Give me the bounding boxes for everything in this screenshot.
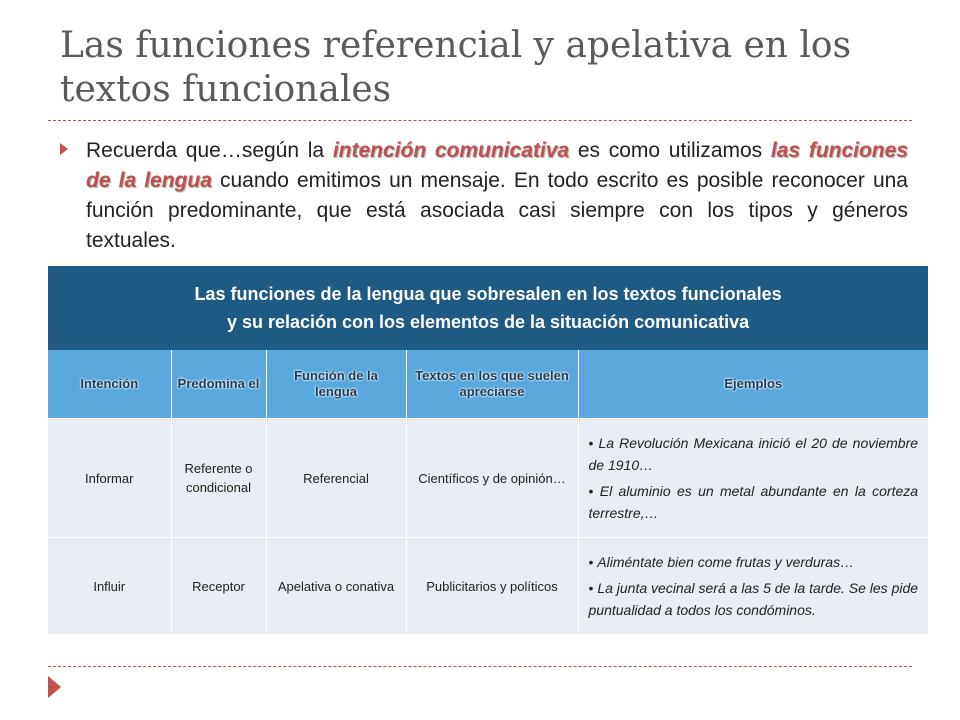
table-row	[48, 419, 928, 538]
cell-textos: Científicos y de opinión…	[406, 419, 578, 538]
example-item	[589, 551, 919, 573]
table-title-line2: y su relación con los elementos de la situación comunicativa	[226, 312, 750, 332]
cell-intencion: Informar	[48, 419, 171, 538]
slide-end-arrow-icon	[48, 676, 61, 698]
cell-predomina: Receptor	[171, 538, 266, 635]
cell-ejemplos	[578, 419, 928, 538]
example-text: Aliméntate bien come frutas y verduras…	[597, 554, 855, 570]
intro-text-part3: cuando emitimos un mensaje. En todo escrito es posible reconocer una función predominante, que está asociada casi siempre con los tipos y géneros textuales.	[86, 169, 908, 252]
cell-intencion: Influir	[48, 538, 171, 635]
slide-title: Las funciones referencial y apelativa en los textos funcionales	[60, 25, 852, 110]
bullet-dot-icon: •	[588, 554, 598, 570]
example-item	[589, 577, 919, 621]
example-item	[589, 480, 919, 524]
column-header-ejemplos: Ejemplos	[578, 350, 928, 419]
bullet-dot-icon: •	[588, 483, 600, 499]
column-header-intencion: Intención	[48, 350, 171, 419]
functions-table	[48, 266, 928, 634]
intro-text-part1: Recuerda que…según la	[86, 139, 333, 162]
table-title-line1: Las funciones de la lengua que sobresalen en los textos funcionales	[194, 284, 782, 304]
cell-textos: Publicitarios y políticos	[406, 538, 578, 635]
bullet-dot-icon: •	[588, 580, 598, 596]
bullet-arrow-icon	[60, 143, 68, 155]
cell-funcion: Apelativa o conativa	[266, 538, 406, 635]
cell-ejemplos	[578, 538, 928, 635]
table-row	[48, 538, 928, 635]
intro-text-part2: es como utilizamos	[569, 139, 771, 162]
table-title-header	[48, 266, 928, 350]
cell-predomina: Referente o condicional	[171, 419, 266, 538]
functions-table-container	[48, 266, 928, 634]
cell-funcion: Referencial	[266, 419, 406, 538]
example-text: El aluminio es un metal abundante en la corteza terrestre,…	[588, 483, 919, 521]
intro-paragraph	[86, 136, 908, 256]
column-header-row	[48, 350, 928, 419]
bullet-dot-icon: •	[588, 435, 599, 451]
example-text: La junta vecinal será a las 5 de la tarde. Se les pide puntualidad a todos los condóminos.	[588, 580, 919, 618]
column-header-predomina: Predomina el	[171, 350, 266, 419]
intro-bullet	[60, 136, 908, 256]
top-dashed-divider	[48, 120, 912, 121]
bottom-dashed-divider	[48, 666, 912, 667]
highlight-funciones: las funciones de la lengua	[86, 139, 908, 192]
example-text: La Revolución Mexicana inició el 20 de noviembre de 1910…	[588, 435, 919, 473]
column-header-funcion: Función de la lengua	[266, 350, 406, 419]
highlight-intencion: intención comunicativa	[332, 139, 570, 162]
example-item	[589, 432, 919, 476]
column-header-textos: Textos en los que suelen apreciarse	[406, 350, 578, 419]
